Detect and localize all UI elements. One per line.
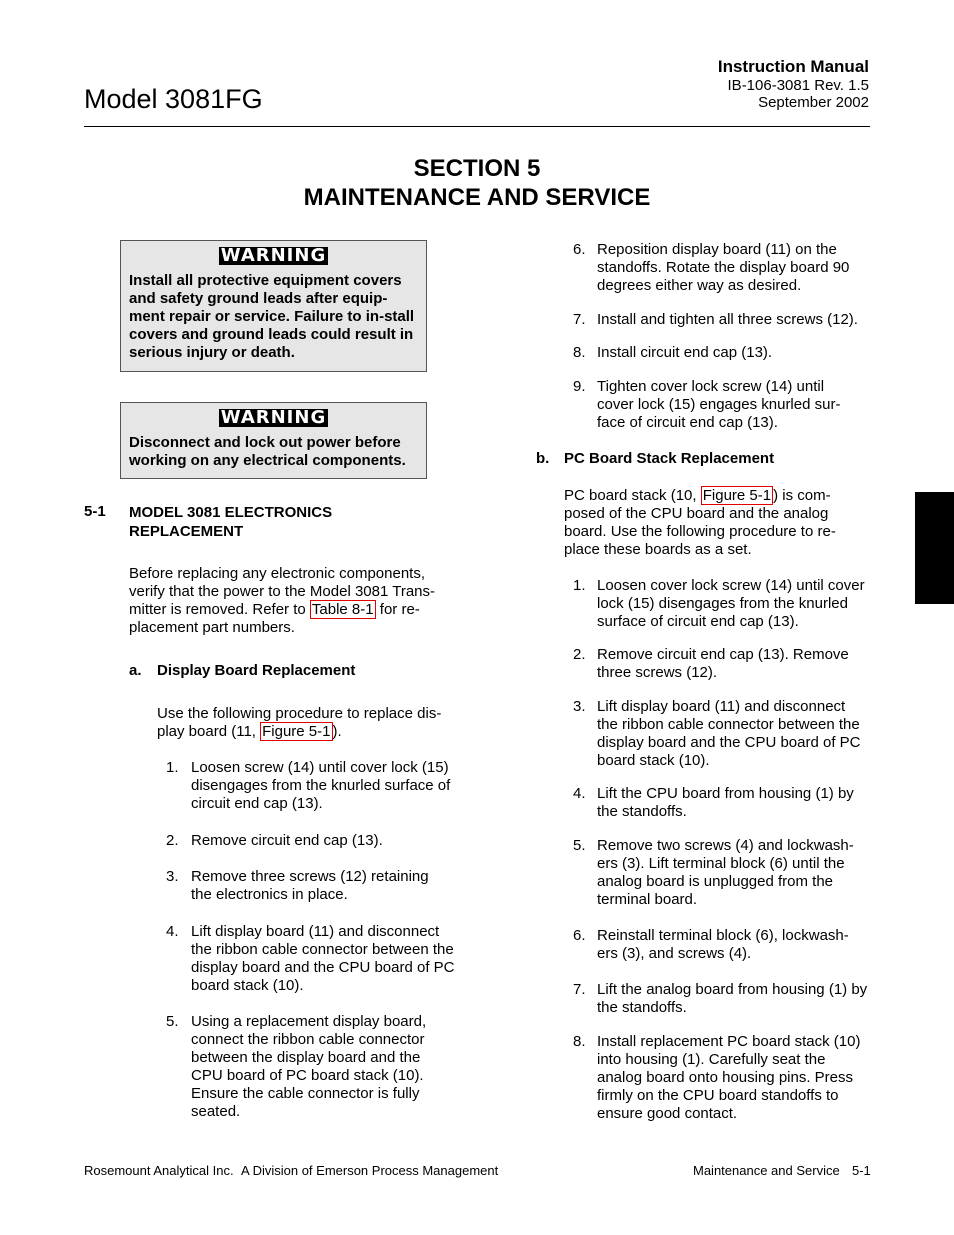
- warning-text: Disconnect and lock out power before working on any electrical components.: [129, 434, 406, 469]
- section-number: SECTION 5: [413, 155, 541, 182]
- step-number: 5.: [573, 837, 586, 854]
- footer-section-name: Maintenance and Service: [693, 1163, 840, 1178]
- step-number: 3.: [573, 698, 586, 715]
- footer-division: A Division of Emerson Process Management: [241, 1163, 499, 1178]
- step-number: 8.: [573, 344, 586, 361]
- sub-b-title: PC Board Stack Replacement: [564, 450, 775, 467]
- sub-b-intro: PC board stack (10, Figure 5-1 ) is com-posed of the CPU board and the analog board. Use the following procedure to re-place these boards as a set.: [564, 487, 836, 558]
- section-heading: [0, 154, 954, 212]
- step-text: Remove three screws (12) retaining the electronics in place.: [191, 868, 429, 903]
- step-number: 4.: [166, 923, 179, 940]
- manual-title: Instruction Manual: [717, 57, 869, 76]
- model-title: Model 3081FG: [84, 84, 263, 114]
- step-text: Install and tighten all three screws (12).: [597, 311, 858, 328]
- subsection-title-line2: REPLACEMENT: [129, 523, 244, 540]
- step-number: 9.: [573, 378, 586, 395]
- step-text: Reposition display board (11) on the standoffs. Rotate the display board 90 degrees either way as desired.: [597, 241, 850, 294]
- subsection-title: [129, 503, 389, 541]
- figure-5-1-link[interactable]: Figure 5-1: [702, 487, 772, 504]
- step-text: Reinstall terminal block (6), lockwash-ers (3), and screws (4).: [597, 927, 849, 962]
- step-number: 7.: [573, 981, 586, 998]
- step-number: 6.: [573, 241, 586, 258]
- step-text: Using a replacement display board, connect the ribbon cable connector between the display board and the CPU board of PC board stack (10). Ensure the cable connector is fully seated.: [191, 1013, 427, 1120]
- step-number: 3.: [166, 868, 179, 885]
- step-text: Tighten cover lock screw (14) until cover lock (15) engages knurled sur-face of circuit end cap (13).: [597, 378, 841, 431]
- header-rule: [84, 126, 870, 127]
- warning-text: Install all protective equipment covers and safety ground leads after equip-ment repair or service. Failure to in-stall covers and ground leads could result in serious injury or death.: [129, 272, 415, 361]
- section-title: MAINTENANCE AND SERVICE: [303, 184, 651, 211]
- step-number: 7.: [573, 311, 586, 328]
- warning-box-covers: [120, 240, 427, 372]
- warning-badge: WARNING: [220, 407, 327, 428]
- step-number: 2.: [573, 646, 586, 663]
- footer-page-number: 5-1: [852, 1163, 871, 1178]
- step-text: Loosen cover lock screw (14) until cover lock (15) disengages from the knurled surface of circuit end cap (13).: [597, 577, 865, 630]
- sub-b-label: b.: [536, 450, 550, 467]
- sub-a-intro: Use the following procedure to replace dis-play board (11, Figure 5-1 ).: [157, 705, 442, 740]
- subsection-title-line1: MODEL 3081 ELECTRONICS: [129, 504, 333, 521]
- step-text: Install circuit end cap (13).: [597, 344, 773, 361]
- sub-a-label: a.: [129, 662, 142, 679]
- subsection-number: 5-1: [84, 503, 106, 520]
- subsection-intro: Before replacing any electronic components, verify that the power to the Model 3081 Trans-mitter is removed. Refer to Table 8-1 for re-placement part numbers.: [129, 565, 435, 636]
- warning-badge: WARNING: [220, 245, 327, 266]
- step-number: 8.: [573, 1033, 586, 1050]
- step-number: 6.: [573, 927, 586, 944]
- step-text: Lift display board (11) and disconnect the ribbon cable connector between the display board and the CPU board of PC board stack (10).: [597, 698, 861, 769]
- step-text: Lift display board (11) and disconnect the ribbon cable connector between the display board and the CPU board of PC board stack (10).: [191, 923, 455, 994]
- step-text: Lift the CPU board from housing (1) by the standoffs.: [597, 785, 854, 820]
- table-8-1-link[interactable]: Table 8-1: [311, 601, 374, 618]
- step-text: Remove circuit end cap (13).: [191, 832, 383, 849]
- step-text: Install replacement PC board stack (10) into housing (1). Carefully seat the analog board onto housing pins. Press firmly on the CPU board standoffs to ensure good contact.: [597, 1033, 861, 1122]
- step-text: Lift the analog board from housing (1) by the standoffs.: [597, 981, 868, 1016]
- step-number: 1.: [573, 577, 586, 594]
- doc-header-info: [718, 56, 869, 111]
- step-number: 4.: [573, 785, 586, 802]
- section-side-tab: [915, 492, 954, 604]
- footer-company: Rosemount Analytical Inc.: [84, 1163, 234, 1178]
- step-number: 2.: [166, 832, 179, 849]
- step-number: 1.: [166, 759, 179, 776]
- doc-id: IB-106-3081 Rev. 1.5: [727, 77, 869, 94]
- step-text: Remove two screws (4) and lockwash-ers (3). Lift terminal block (6) until the analog board is unplugged from the terminal board.: [597, 837, 854, 908]
- figure-5-1-link[interactable]: Figure 5-1: [262, 723, 331, 740]
- step-text: Remove circuit end cap (13). Remove three screws (12).: [597, 646, 849, 681]
- step-number: 5.: [166, 1013, 179, 1030]
- doc-date: September 2002: [758, 94, 869, 111]
- warning-box-power: [120, 402, 427, 479]
- step-text: Loosen screw (14) until cover lock (15) disengages from the knurled surface of circuit end cap (13).: [191, 759, 451, 812]
- sub-a-title: Display Board Replacement: [157, 662, 356, 679]
